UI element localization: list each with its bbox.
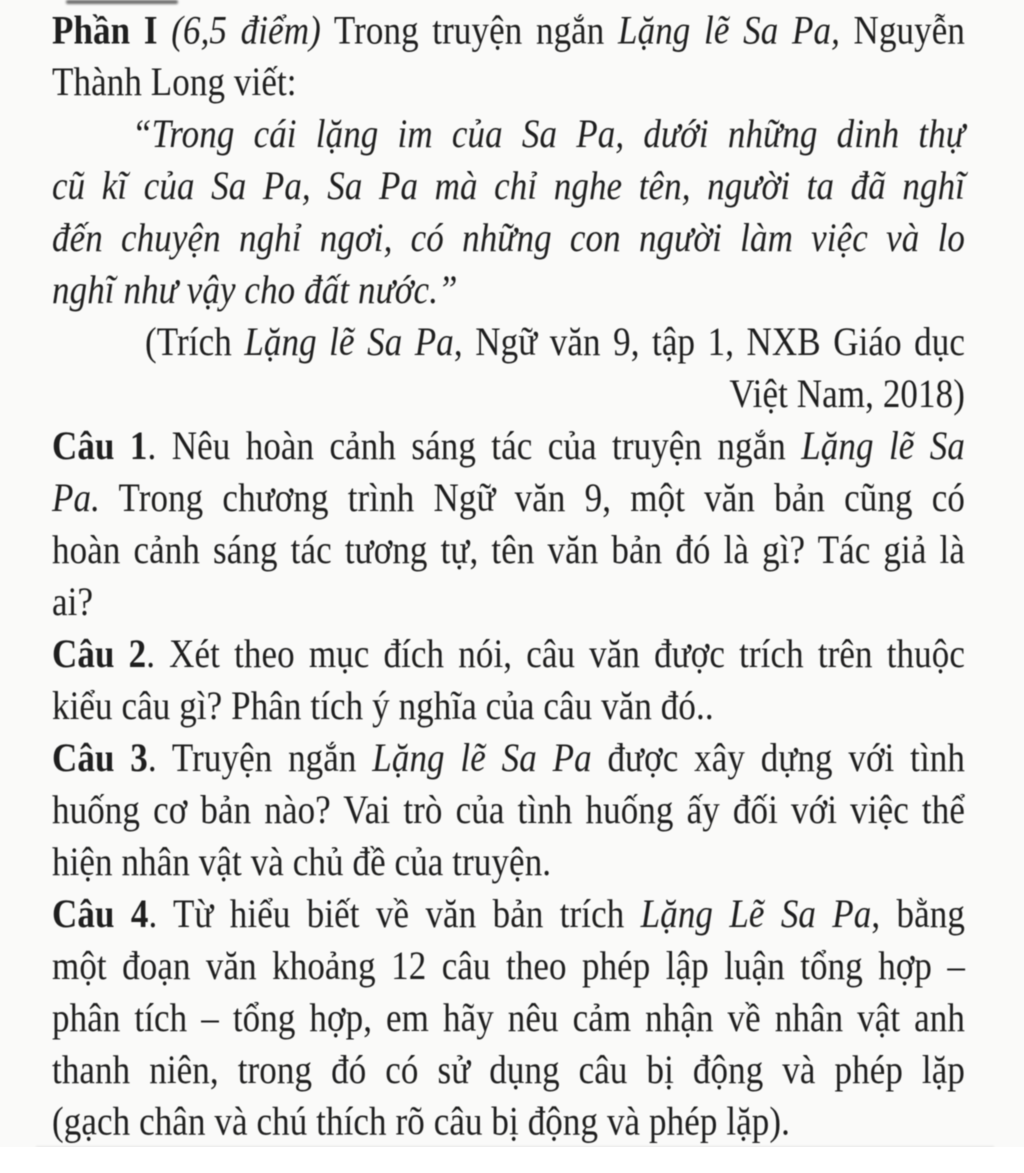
text-run: Pa. (52, 475, 100, 521)
document-text-block (52, 4, 965, 1147)
text-run: Câu 3 (52, 735, 148, 781)
text-run: , bằng (871, 891, 965, 937)
text-run: Câu 1 (52, 423, 148, 469)
question4-line-4 (52, 1044, 965, 1096)
text-run: Phần I (52, 7, 172, 53)
text-run: , Ngữ văn 9, tập 1, NXB Giáo dục (453, 319, 965, 365)
text-run: (Trích (145, 319, 245, 365)
question1-line-4 (52, 576, 965, 628)
text-run: Trong truyện ngắn (320, 7, 619, 53)
question4-line-3 (52, 992, 965, 1044)
text-run: Thành Long viết: (52, 59, 297, 105)
question1-line-3 (52, 524, 965, 576)
question4-line-2 (52, 940, 965, 992)
text-run: (6,5 điểm) (171, 7, 321, 53)
text-run: hiện nhân vật và chủ đề của truyện. (52, 839, 552, 885)
question2-line-2 (52, 680, 965, 732)
question3-line-1 (52, 732, 965, 784)
text-run: đến chuyện nghỉ ngơi, có những con người làm việc và lo (52, 215, 965, 261)
text-run: được xây dựng với tình (591, 735, 965, 781)
question1-line-2 (52, 472, 965, 524)
citation-line-1 (52, 316, 965, 368)
text-run: Câu 2 (52, 631, 147, 677)
text-run: một đoạn văn khoảng 12 câu theo phép lập luận tổng hợp – (52, 943, 965, 989)
text-run: kiểu câu gì? Phân tích ý nghĩa của câu văn đó.. (52, 683, 714, 729)
text-run: . Truyện ngắn (147, 735, 373, 781)
quote-line-3 (52, 212, 965, 264)
quote-line-4 (52, 264, 965, 316)
text-run: Lặng lẽ Sa Pa (372, 735, 592, 781)
scan-bottom-strip (0, 1147, 1024, 1173)
quote-line-1 (52, 108, 965, 160)
text-run: nghĩ như vậy cho đất nước.” (52, 267, 458, 313)
text-run: . Từ hiểu biết về văn bản trích (148, 891, 641, 937)
text-run: Nguyễn (839, 7, 965, 53)
text-run: Việt Nam, 2018) (729, 371, 965, 417)
text-run: (gạch chân và chú thích rõ câu bị động và phép lặp). (52, 1098, 790, 1144)
question3-line-2 (52, 784, 965, 836)
citation-line-2 (52, 368, 965, 420)
question2-line-1 (52, 628, 965, 680)
part1-heading-line-2 (52, 56, 965, 108)
text-run: Lặng lẽ Sa Pa (244, 319, 454, 365)
text-run: Lặng lẽ Sa Pa, (618, 7, 840, 53)
text-run: . Xét theo mục đích nói, câu văn được trích trên thuộc (146, 631, 965, 677)
question4-line-1 (52, 888, 965, 940)
text-run: huống cơ bản nào? Vai trò của tình huống ấy đối với việc thể (52, 787, 965, 833)
question3-line-3 (52, 836, 965, 888)
question4-line-5 (52, 1095, 965, 1147)
question1-line-1 (52, 420, 965, 472)
text-run: thanh niên, trong đó có sử dụng câu bị động và phép lặp (52, 1046, 965, 1093)
text-run: phân tích – tổng hợp, em hãy nêu cảm nhận về nhân vật anh (52, 994, 965, 1041)
text-run: Câu 4 (52, 891, 149, 937)
text-run: hoàn cảnh sáng tác tương tự, tên văn bản đó là gì? Tác giả là (52, 527, 965, 573)
text-run: cũ kĩ của Sa Pa, Sa Pa mà chỉ nghe tên, người ta đã nghĩ (52, 163, 965, 209)
text-run: Trong chương trình Ngữ văn 9, một văn bản cũng có (99, 475, 965, 521)
text-run: Lặng Lẽ Sa Pa (640, 891, 872, 937)
part1-heading-line-1 (52, 4, 965, 56)
text-run: Lặng lẽ Sa (801, 423, 965, 469)
text-run: . Nêu hoàn cảnh sáng tác của truyện ngắn (147, 423, 802, 469)
text-run: “Trong cái lặng im của Sa Pa, dưới những dinh thự (132, 111, 965, 157)
text-run: ai? (52, 579, 94, 625)
quote-line-2 (52, 160, 965, 212)
